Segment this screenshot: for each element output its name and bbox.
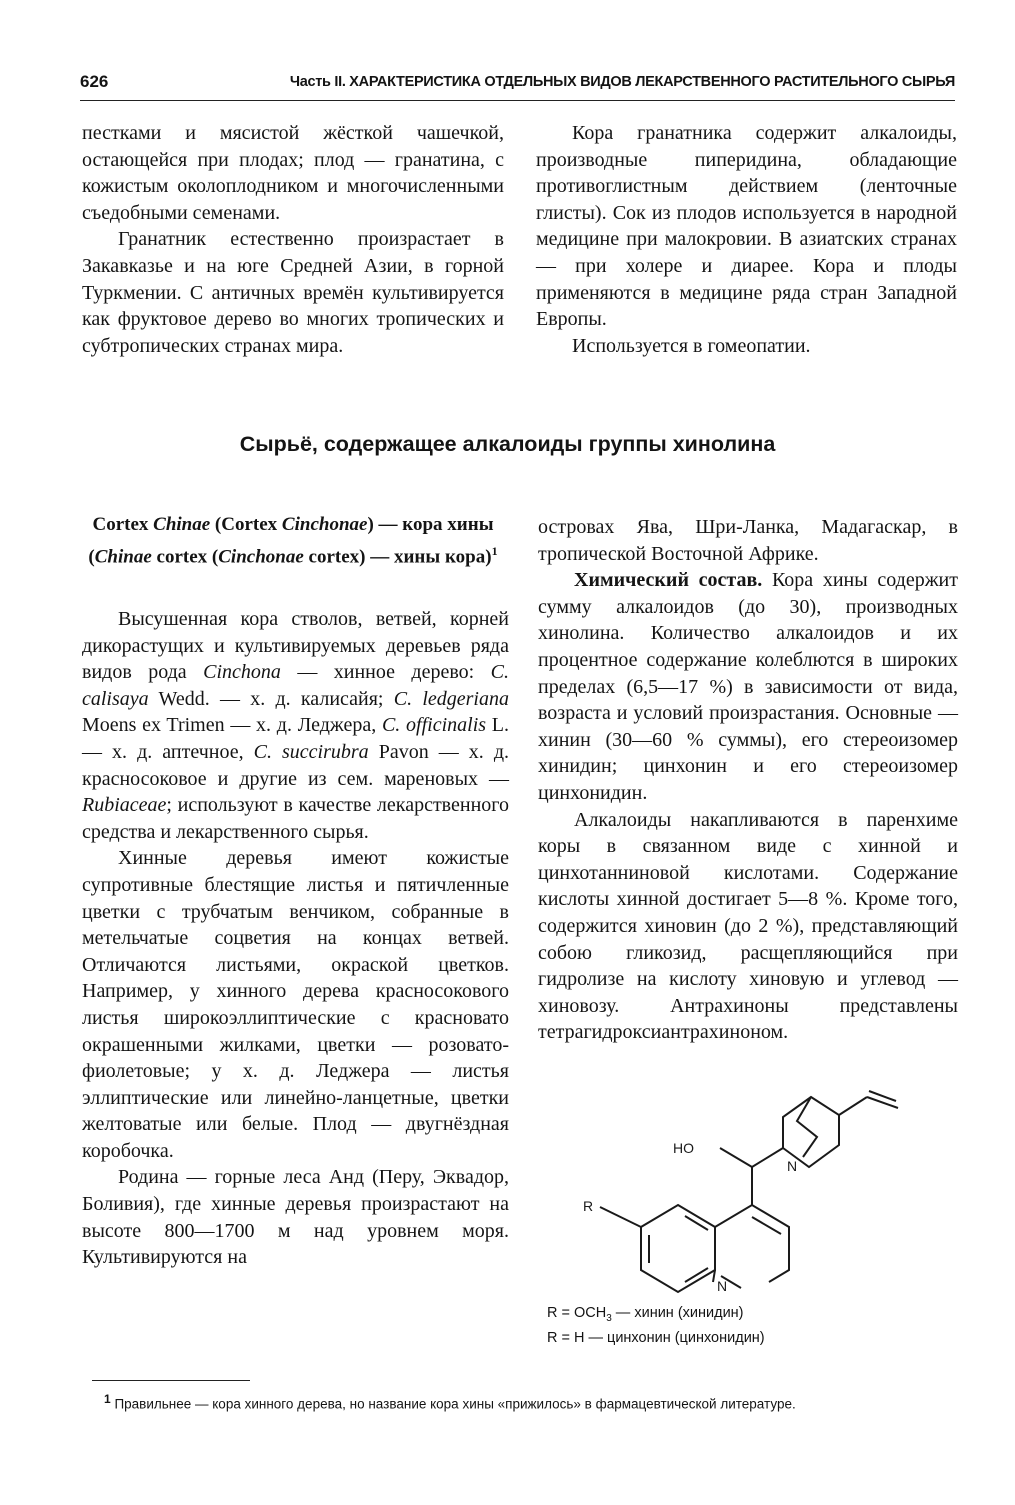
running-header	[80, 70, 955, 101]
paragraph: пестками и мясистой жёсткой чашечкой, остающейся при плодах; плод — гранатина, с кожистым околоплодником и многочисленными съедобными семенами.	[82, 122, 504, 224]
paragraph: Химический состав. Кора хины содержит сумму алкалоидов (до 30), производных хинолина. Количество алкалоидов и их процентное содержание колеблются в широких пределах (6,5—17 %) в зависимости от вида, возраста и условий произрастания. Основные — хинин (30—60 % суммы), его стереоизомер хинидин; цинхонин и его стереоизомер цинхонидин.	[538, 569, 958, 804]
pyridine-ring	[715, 1205, 789, 1282]
paragraph: островах Ява, Шри-Ланка, Мадагаскар, в тропической Восточной Африке.	[538, 516, 958, 565]
benzene-ring	[641, 1205, 715, 1292]
top-right-column	[536, 120, 957, 359]
quinuclidine-n-label: N	[787, 1158, 798, 1174]
footnote: $^1$ Правильнее — кора хинного дерева, но название кора хины «прижилось» в фармацевтической литературе.	[104, 1392, 796, 1412]
footnote-divider	[92, 1380, 250, 1381]
paragraph: Гранатник естественно произрастает в Закавказье и на юге Средней Азии, в горной Туркмении. С античных времён культивируется как фруктовое дерево во многих тропических и субтропических странах мира.	[82, 228, 504, 357]
ho-label: HO	[673, 1140, 694, 1156]
page-number: 626	[80, 72, 109, 91]
structure-caption-quinine: $R = OCH_3$ — хинин (хинидин)	[547, 1305, 744, 1324]
paragraph: Высушенная кора стволов, ветвей, корней дикорастущих и культивируемых деревьев ряда видов рода Cinchona — хинное дерево: C. calisaya Wedd. — х. д. калисайя; C. ledgeriana Moens ex Trimen — х. д. Леджера, C. officinalis L. — х. д. аптечное, C. succirubra Pavon — х. д. красносоковое и другие из сем. мареновых — Rubiaceae; используют в качестве лекарственного средства и лекарственного сырья.	[82, 608, 510, 843]
article-title: Cortex Chinae (Cortex Cinchonae) — кора хины (Chinae cortex (Cinchonae cortex) — хины кора)$^1$	[88, 514, 498, 568]
section-title: Сырьё, содержащее алкалоиды группы хинолина	[239, 432, 776, 456]
footnote-ref[interactable]: 1	[491, 544, 498, 558]
paragraph: Родина — горные леса Анд (Перу, Эквадор, Боливия), где хинные деревья произрастают на высоте 800—1700 м над уровнем моря. Культивируются на	[82, 1166, 509, 1269]
paragraph: Используется в гомеопатии.	[572, 334, 811, 357]
structure-caption-cinchonine: R = H — цинхонин (цинхонидин)	[547, 1330, 765, 1346]
footnote-mark: 1	[104, 1392, 111, 1406]
left-column	[82, 606, 509, 1271]
paragraph: Алкалоиды накапливаются в паренхиме коры в связанном виде с хинной и цинхотанниновой кислотами. Содержание кислоты хинной достигает 5—8 %. Кроме того, содержится хиновин (до 2 %), представляющий собою гликозид, расщепляющийся при гидролизе на кислоту хиновую и углевод — хиновозу. Антрахиноны представлены тетрагидроксиантрахиноном.	[538, 808, 958, 1044]
paragraph: Хинные деревья имеют кожистые супротивные блестящие листья и пятичленные цветки с трубчатым венчиком, собранные в метельчатые соцветия на концах ветвей. Отличаются листьями, окраской цветков. Например, у хинного дерева красносокового листья широкоэллиптические с красновато окрашенными жилками, цветки — розовато-фиолетовые; у х. д. Леджера — листья эллиптические или линейно-ланцетные, цветки желтоватые или белые. Плод — двугнёздная коробочка.	[82, 847, 509, 1162]
r-label: R	[583, 1198, 594, 1214]
subheading: Химический состав.	[574, 569, 763, 592]
top-left-column	[82, 120, 504, 359]
right-column	[538, 514, 958, 1046]
quinoline-n-label: N	[717, 1278, 728, 1294]
paragraph: Кора гранатника содержит алкалоиды, производные пиперидина, обладающие противоглистным действием (ленточные глисты). Сок из плодов используется в народной медицине при малокровии. В азиатских странах — при холере и диарее. Кора и плоды применяются в медицине ряда стран Западной Европы.	[536, 122, 957, 331]
running-title: Часть II. ХАРАКТЕРИСТИКА ОТДЕЛЬНЫХ ВИДОВ ЛЕКАРСТВЕННОГО РАСТИТЕЛЬНОГО СЫРЬЯ	[289, 74, 955, 90]
